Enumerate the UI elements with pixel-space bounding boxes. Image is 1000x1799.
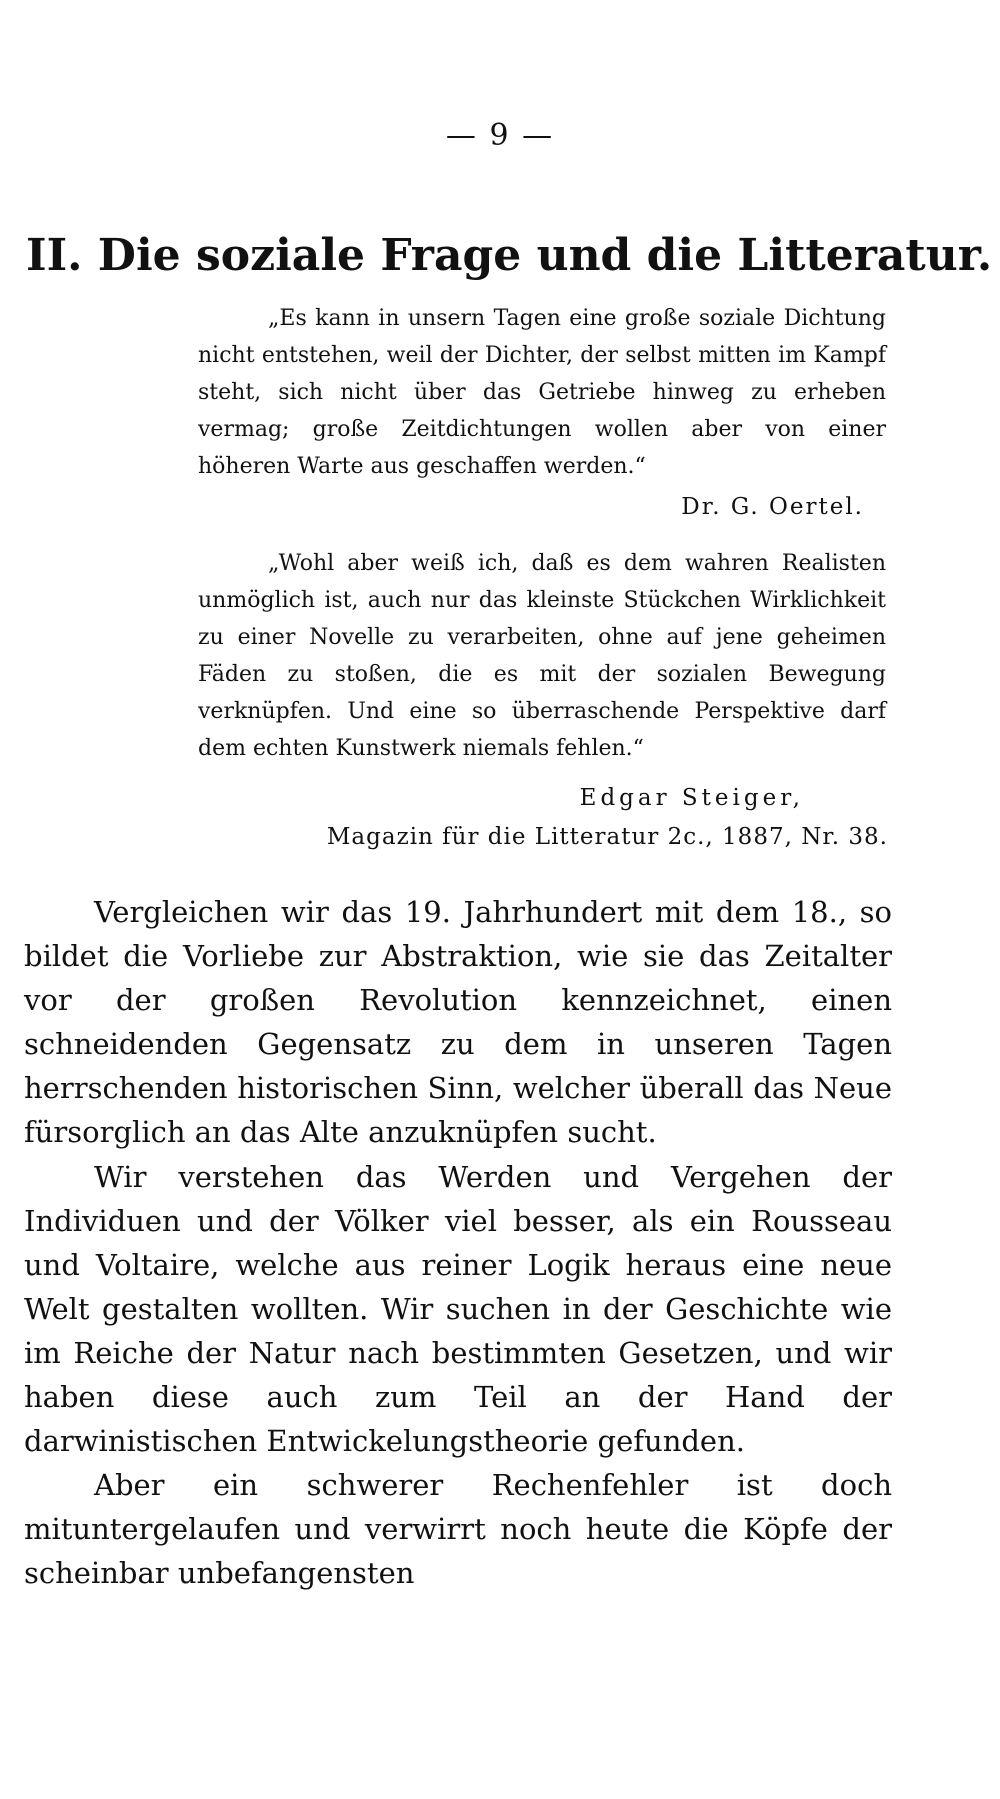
body-paragraph: Aber ein schwerer Rechenfehler ist doch mituntergelaufen und verwirrt noch heute die Köpfe der scheinbar unbefangensten (24, 1468, 892, 1590)
chapter-title: II. Die soziale Frage und die Litteratur. (26, 230, 993, 281)
epigraph-quote-oertel: „Es kann in unsern Tagen eine große soziale Dichtung nicht entstehen, weil der Dichter, der selbst mitten im Kampf steht, sich nicht über das Getriebe hinweg zu erheben vermag; große Zeitdichtungen wollen aber von einer höheren Warte aus geschaffen werden.“ (198, 306, 886, 479)
epigraph-source-steiger: Magazin für die Litteratur 2c., 1887, Nr. 38. (326, 824, 888, 850)
epigraph-author-oertel: Dr. G. Oertel. (681, 494, 864, 520)
epigraph-author-steiger: Edgar Steiger, (579, 785, 804, 811)
body-paragraph: Wir verstehen das Werden und Vergehen der Individuen und der Völker viel besser, als ein Rousseau und Voltaire, welche aus reiner Logik heraus eine neue Welt gestalten wollten. Wir suchen in der Geschichte wie im Reiche der Natur nach bestimmten Gesetzen, und wir haben diese auch zum Teil an der Hand der darwinistischen Entwickelungstheorie gefunden. (24, 1160, 892, 1458)
epigraph-quote-steiger: „Wohl aber weiß ich, daß es dem wahren Realisten unmöglich ist, auch nur das kleinste Stückchen Wirklichkeit zu einer Novelle zu verarbeiten, ohne auf jene geheimen Fäden zu stoßen, die es mit der sozialen Bewegung verknüpfen. Und eine so überraschende Perspektive darf dem echten Kunstwerk niemals fehlen.“ (198, 551, 886, 761)
body-paragraph: Vergleichen wir das 19. Jahrhundert mit dem 18., so bildet die Vorliebe zur Abstraktion, wie sie das Zeitalter vor der großen Revolution kennzeichnet, einen schneidenden Gegensatz zu dem in unseren Tagen herrschenden historischen Sinn, welcher überall das Neue fürsorglich an das Alte anzuknüpfen sucht. (24, 895, 892, 1149)
page-number: — 9 — (445, 118, 555, 153)
